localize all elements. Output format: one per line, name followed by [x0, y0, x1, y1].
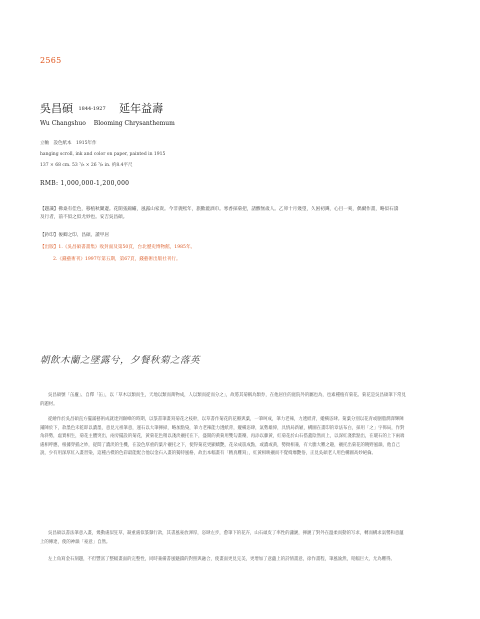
- dimensions: 137 × 68 cm. 53 ⁷/₈ × 26 ⁷/₈ in. 約8.4平尺: [40, 163, 133, 168]
- work-title-en: Blooming Chrysanthemum: [93, 120, 175, 127]
- inscription: [40, 206, 400, 222]
- seals: [40, 232, 400, 240]
- essay-paragraph-4: 左上角寫金石刻題，不但豐富了整幅畫面的完整性，同時兼備書風魅鑄的對照與融合，使畫面更見完美，更增加了意蘊上的詩情畫意，徐作畫程，筆風渝然，咫幅巨大，尤為難得。: [48, 557, 395, 562]
- artist-dates: 1844-1927: [78, 106, 106, 112]
- work-title-cn: 延年益壽: [119, 102, 164, 115]
- publication-item-2: 2.《錢藝術刊》1997年第五期，第67頁，錢藝術出版社刊行。: [53, 257, 181, 262]
- title-line-en: [40, 120, 175, 127]
- inscription-text: 佛桑有佳色，移植秋闌邊。花開張錦繡，風露山家貴。今非義熙年，旅歡漉酒巾。寒香採菊把，諸醪無歲人。乙卯十月幾望，久困初霽，心目一爽，偶爾作畫，略似石濤及行者，前不似之似尤妙也。安吉吳昌碩。: [40, 207, 399, 220]
- publication-label: 【出版】: [40, 245, 59, 250]
- essay-paragraph-1: 吳昌碩號「缶廬」、自釋「缶」，以「草木以類而生，天地以類而萬物成，人以類而從而分之」，故將其菊稱為類券，在他居住的庭院外的屬也為，也素種植有菊花。菊花是吳昌碩筆下常見的題材。: [40, 393, 406, 407]
- essay-paragraph-2: 從繪作於吳昌碩直方擺滿藝術成就達到巔峰的時期，以篆書筆畫寫菊花之枝幹，以草書作菊花的花瓣與葉，一筆呵成，筆力老辣，力透紙背，縱橫恣肆。菊葉分別以花青或胭脂潤澤輝陳鋪陳於下，款墨色未乾即以濃墨，意見元祖筆意，運石以大筆揮掃，略加點染，筆力老辣能力透紙背，縱橫恣肆，氣勢雄偉，具情局新穎，構圖在畫印的章法布白，採用「之」字佈局，作對角斜勢，虛實相生，菊花主體突出，兩旁擺設的菊花，黃菊花色稍以淺淡襯托在下，盛開的黃菊用雙勾畫瓣，再添以藤黃，紅菊花於山石搭蓋陰然而上，以深紅淺紫點出，在暖石的上下兩端處相呼應，根據穿插之妙，從間了濃淡的生機，在設色厚重的葉片襯托之下，使得菊花更顯嬌艷，花朵成簇成點，或濃或黃，勢拗相兼，有大膽大難之趣，襯托出菊花的饒野風韻，他自己說，少有用深厚紅入畫習染，這種古樸的色彩最能配合他以金石入畫的獨特風格，故出本幅畫有「精真難寫」，紅黃相映襯而不覺綺靡艷俗，正見吳碩老人用色構圖高妙絕倫。: [40, 417, 405, 457]
- medium-en: hanging scroll, ink and color on paper, painted in 1915: [40, 152, 166, 157]
- inscription-label: 【題識】: [40, 207, 59, 212]
- seals-text: 俊卿之印、昌碩、讀甲居: [58, 233, 109, 238]
- lot-number: 2565: [40, 56, 62, 65]
- estimate: RMB: 1,000,000-1,200,000: [40, 180, 130, 187]
- title-line-cn: [40, 100, 163, 116]
- publication: [40, 244, 400, 252]
- artist-name-cn: 吳昌碩: [40, 102, 73, 115]
- artist-name-en: Wu Changshuo: [40, 120, 86, 127]
- essay-paragraph-3: 吳昌碩以書法筆意入畫，幾動處似狂草，凝重處似篆隸行款，其書風豪放渾厚，恣肆左步，愈筆下的花卉，山石頑皮了率性的瀟灑，揮灑了對外在溫柔而動的写求，轉而構求氣勢和意蘊上的傳達，使的神韻「豪意」自然。: [40, 531, 404, 545]
- publication-item-1: 1.《吳昌碩書畫集》收封面及第50頁，台北歷史博物館，1985年。: [58, 245, 196, 250]
- medium-cn: 立軸 設色紙本 1915年作: [40, 141, 97, 146]
- seals-label: 【鈐印】: [40, 233, 59, 238]
- essay-title: 朝飲木蘭之墜露兮，夕餐秋菊之落英: [40, 355, 201, 366]
